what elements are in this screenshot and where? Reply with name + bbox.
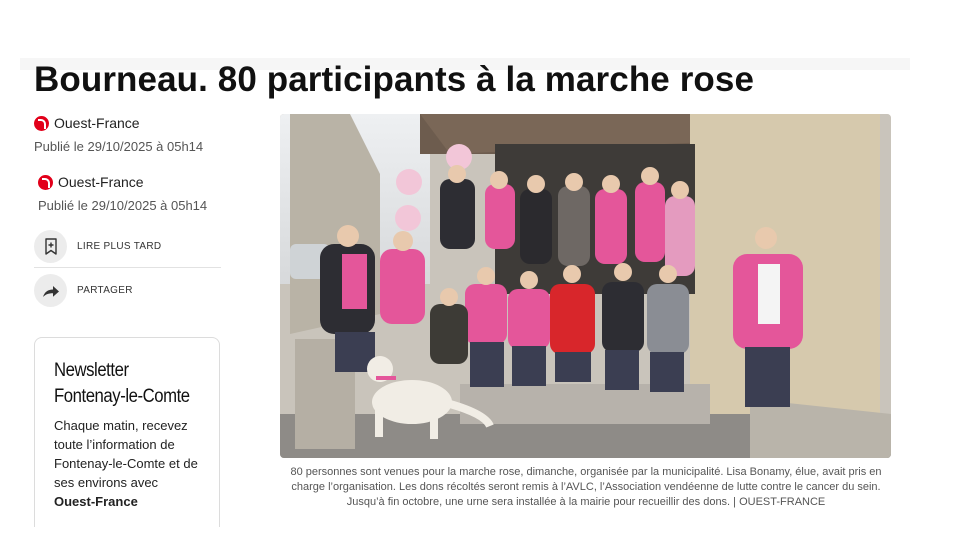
newsletter-title: Newsletter Fontenay-le-Comte [54, 360, 190, 407]
article-title: Bourneau. 80 participants à la marche rose [34, 60, 755, 99]
photo-caption: 80 personnes sont venues pour la marche rose, dimanche, organisée par la municipalité. Lisa Bonamy, élue, avait pris en charge l’organisation. Les dons récoltés seront remis à l’AVLC, l’Association vendéenne de lutte contre le cancer du sein. Jusqu’à fin octobre, une urne sera installée à la mairie pour recueillir des dons. | OUEST-FRANCE [290, 466, 882, 508]
divider [34, 267, 221, 268]
newsletter-description [54, 416, 201, 511]
share-label: PARTAGER [77, 285, 133, 296]
publish-date: Publié le 29/10/2025 à 05h14 [34, 139, 204, 154]
article-photo[interactable] [280, 114, 891, 458]
source-ouest-france-2[interactable] [38, 174, 144, 190]
read-later-button[interactable] [34, 230, 161, 263]
ouest-france-logo-icon [34, 116, 49, 131]
newsletter-brand: Ouest-France [54, 494, 138, 509]
share-arrow-icon [34, 274, 67, 307]
newsletter-card[interactable] [34, 337, 220, 527]
group-photo-illustration [280, 114, 891, 458]
newsletter-text: Chaque matin, recevez toute l’information de Fontenay-le-Comte et de ses environs avec [54, 418, 198, 490]
source-name: Ouest-France [58, 174, 144, 190]
source-ouest-france-1[interactable] [34, 115, 140, 131]
source-name: Ouest-France [54, 115, 140, 131]
bookmark-plus-icon [34, 230, 67, 263]
ouest-france-logo-icon [38, 175, 53, 190]
publish-date: Publié le 29/10/2025 à 05h14 [38, 198, 208, 213]
read-later-label: LIRE PLUS TARD [77, 241, 162, 252]
share-button[interactable] [34, 274, 133, 307]
